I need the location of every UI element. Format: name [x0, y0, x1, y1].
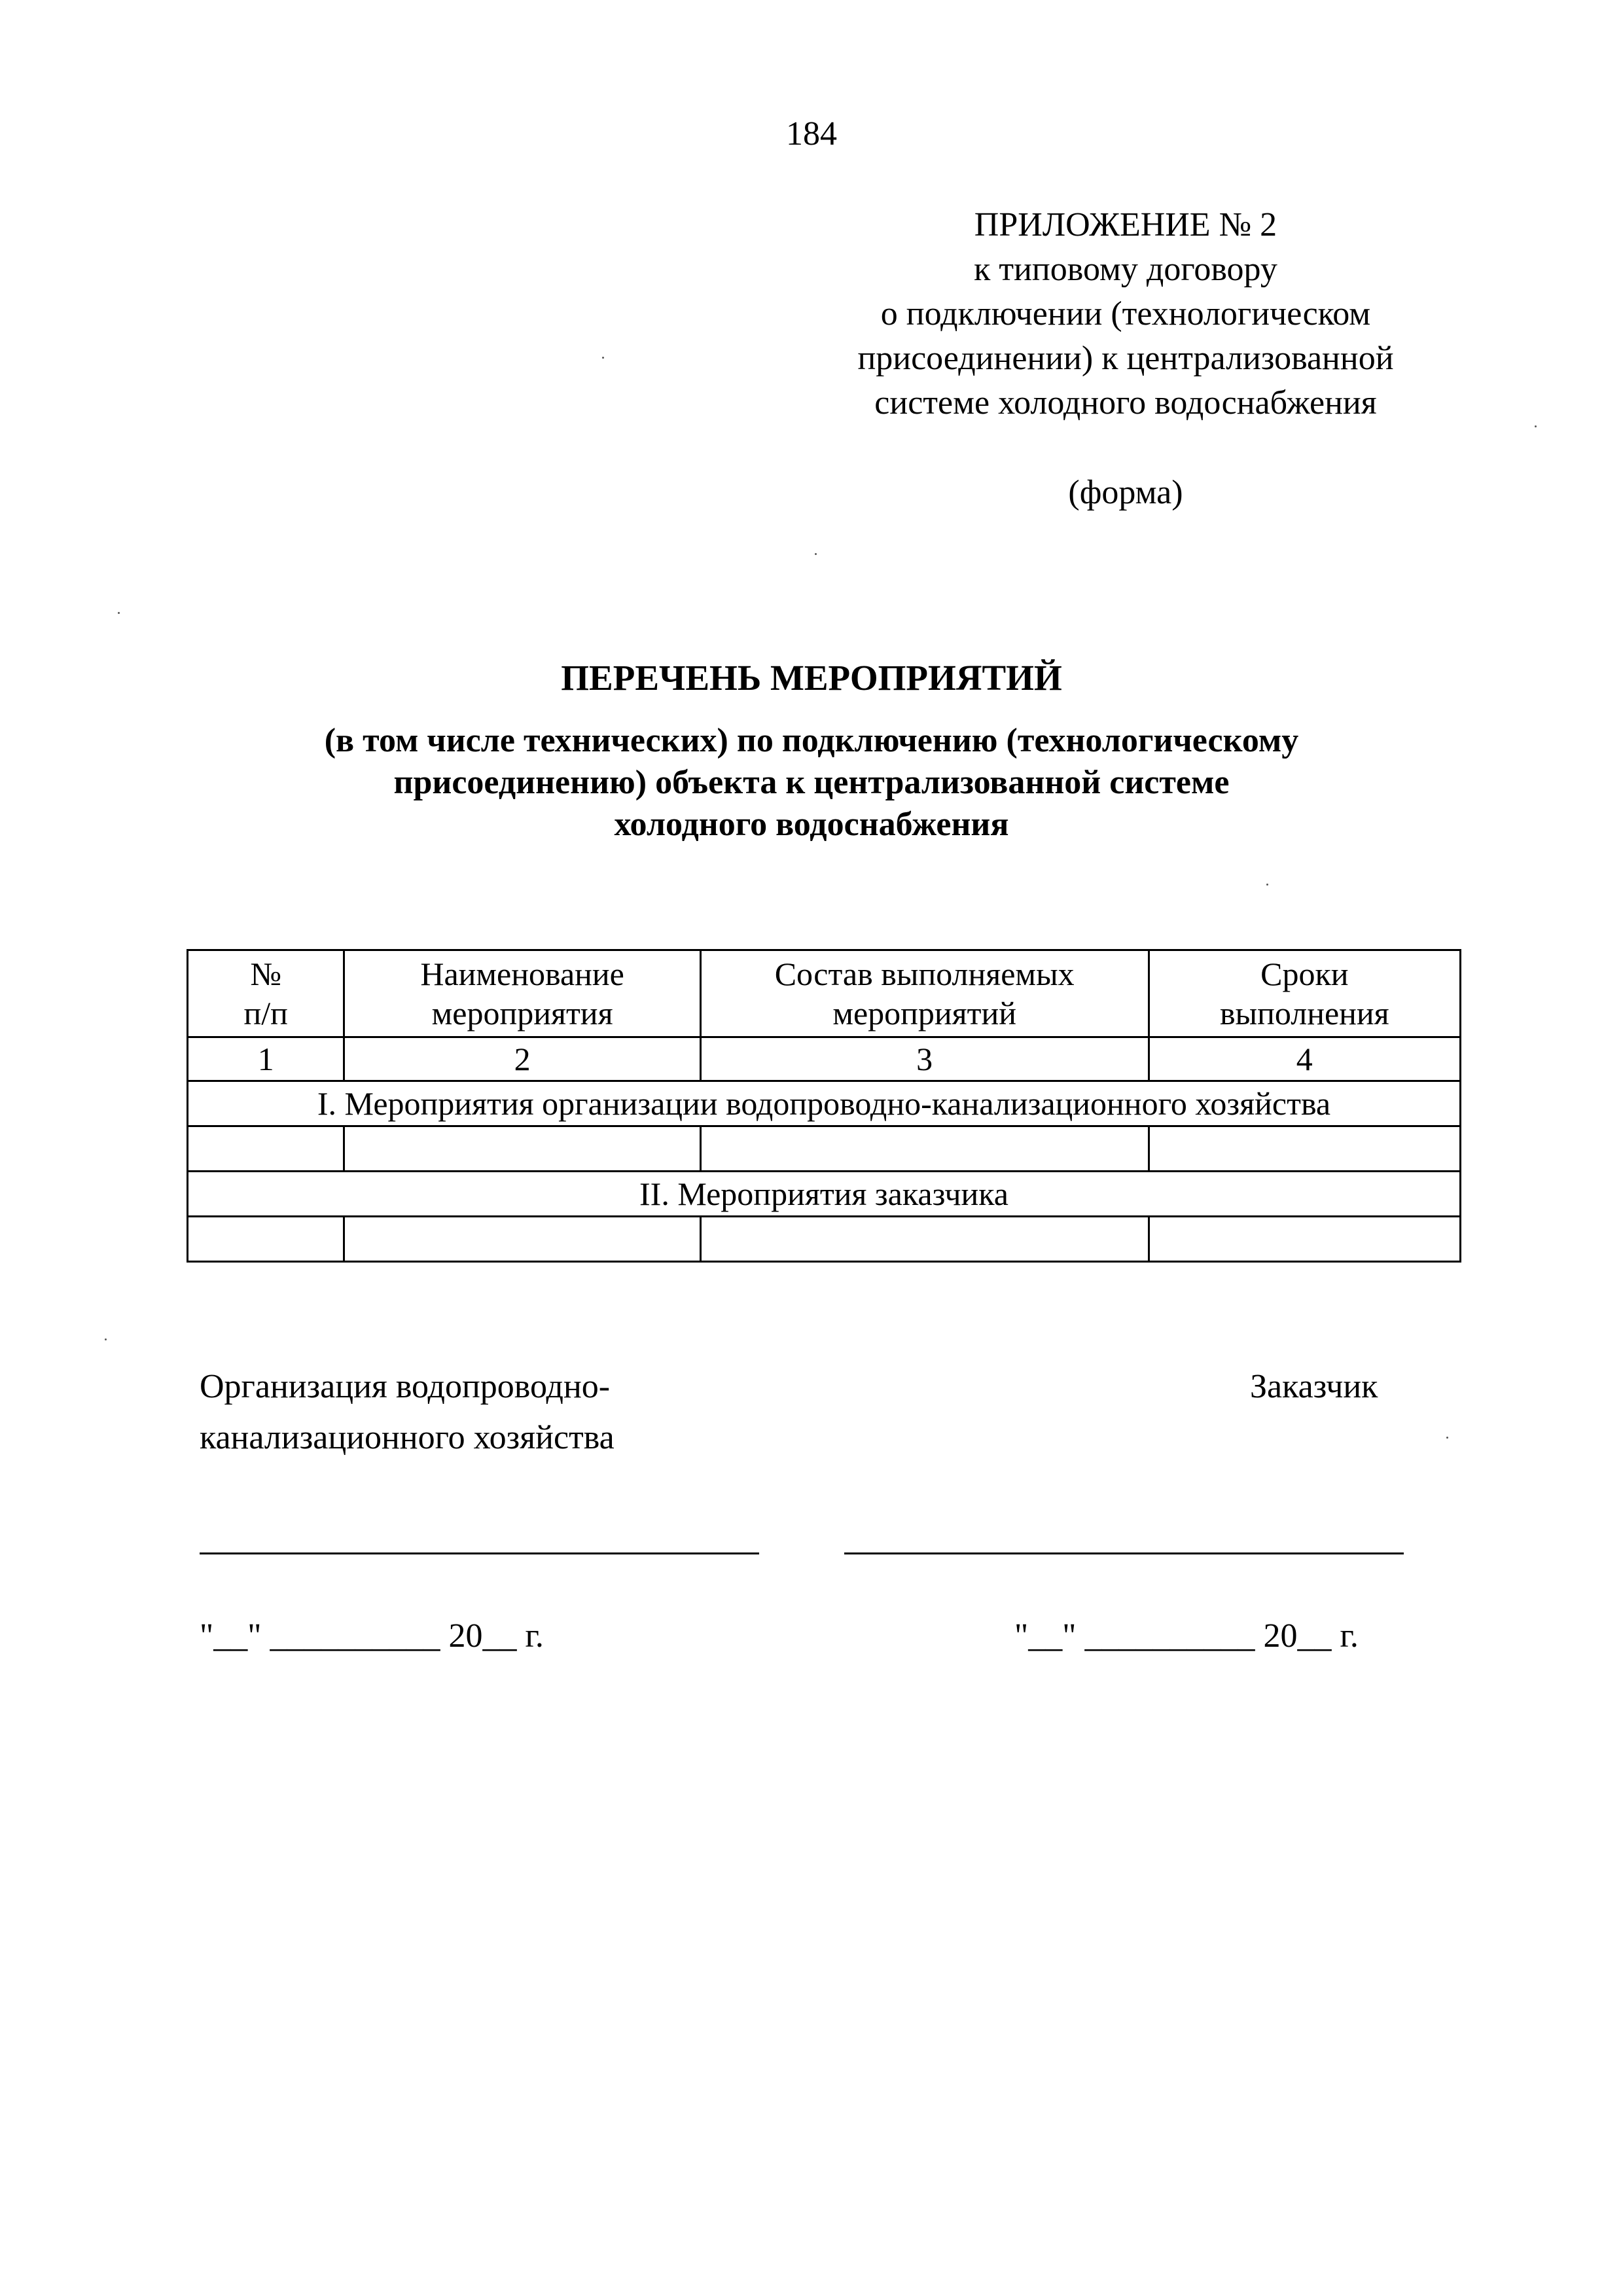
appendix-line: к типовому договору	[974, 251, 1277, 288]
header-cell-deadline	[1149, 950, 1460, 1037]
signature-label-organization	[200, 1361, 615, 1463]
signature-line-organization[interactable]	[200, 1552, 759, 1554]
appendix-line: присоединении) к централизованной	[857, 340, 1394, 377]
appendix-title: ПРИЛОЖЕНИЕ № 2	[974, 206, 1277, 243]
subtitle-line: холодного водоснабжения	[614, 806, 1009, 843]
table-row	[188, 1217, 1461, 1262]
measures-table	[187, 949, 1461, 1263]
header-text: мероприятий	[832, 995, 1017, 1031]
scan-speck	[815, 553, 817, 555]
empty-cell[interactable]	[1149, 1217, 1460, 1262]
section-title-org: I. Мероприятия организации водопроводно-канализационного хозяйства	[188, 1081, 1461, 1126]
empty-cell[interactable]	[344, 1217, 700, 1262]
header-text: мероприятия	[431, 995, 613, 1031]
column-number: 3	[700, 1037, 1149, 1081]
header-cell-name	[344, 950, 700, 1037]
column-number: 1	[188, 1037, 344, 1081]
document-subtitle	[0, 720, 1623, 846]
empty-cell[interactable]	[344, 1126, 700, 1172]
header-cell-number	[188, 950, 344, 1037]
signature-label-line: Организация водопроводно-	[200, 1368, 611, 1405]
header-text: Наименование	[420, 956, 624, 992]
scan-speck	[1535, 425, 1537, 427]
header-text: Состав выполняемых	[774, 956, 1075, 992]
subtitle-line: присоединению) объекта к централизованной системе	[393, 764, 1230, 801]
header-text: выполнения	[1219, 995, 1389, 1031]
signature-label-customer: Заказчик	[1250, 1368, 1378, 1405]
scan-speck	[1446, 1437, 1448, 1439]
header-text: №	[250, 956, 282, 992]
empty-cell[interactable]	[700, 1217, 1149, 1262]
appendix-block	[798, 203, 1453, 425]
empty-cell[interactable]	[188, 1217, 344, 1262]
table-row	[188, 1126, 1461, 1172]
date-field-organization[interactable]: "__" __________ 20__ г.	[200, 1617, 544, 1655]
signature-line-customer[interactable]	[844, 1552, 1404, 1554]
empty-cell[interactable]	[188, 1126, 344, 1172]
date-field-customer[interactable]: "__" __________ 20__ г.	[1014, 1617, 1359, 1655]
column-number: 4	[1149, 1037, 1460, 1081]
column-number-row	[188, 1037, 1461, 1081]
scan-speck	[602, 357, 604, 359]
subtitle-line: (в том числе технических) по подключению (технологическому	[324, 722, 1299, 759]
appendix-line: о подключении (технологическом	[880, 295, 1371, 332]
document-title: ПЕРЕЧЕНЬ МЕРОПРИЯТИЙ	[561, 658, 1062, 698]
scan-speck	[118, 612, 120, 614]
section-title-customer: II. Мероприятия заказчика	[188, 1172, 1461, 1217]
empty-cell[interactable]	[700, 1126, 1149, 1172]
section-row	[188, 1081, 1461, 1126]
page-number: 184	[786, 115, 837, 152]
empty-cell[interactable]	[1149, 1126, 1460, 1172]
header-text: Сроки	[1260, 956, 1349, 992]
header-cell-composition	[700, 950, 1149, 1037]
table-header-row	[188, 950, 1461, 1037]
section-row	[188, 1172, 1461, 1217]
signature-label-line: канализационного хозяйства	[200, 1419, 615, 1456]
form-label: (форма)	[1068, 474, 1183, 511]
header-text: п/п	[243, 995, 288, 1031]
appendix-line: системе холодного водоснабжения	[874, 384, 1377, 422]
scan-speck	[1266, 884, 1268, 886]
scan-speck	[105, 1338, 107, 1340]
column-number: 2	[344, 1037, 700, 1081]
